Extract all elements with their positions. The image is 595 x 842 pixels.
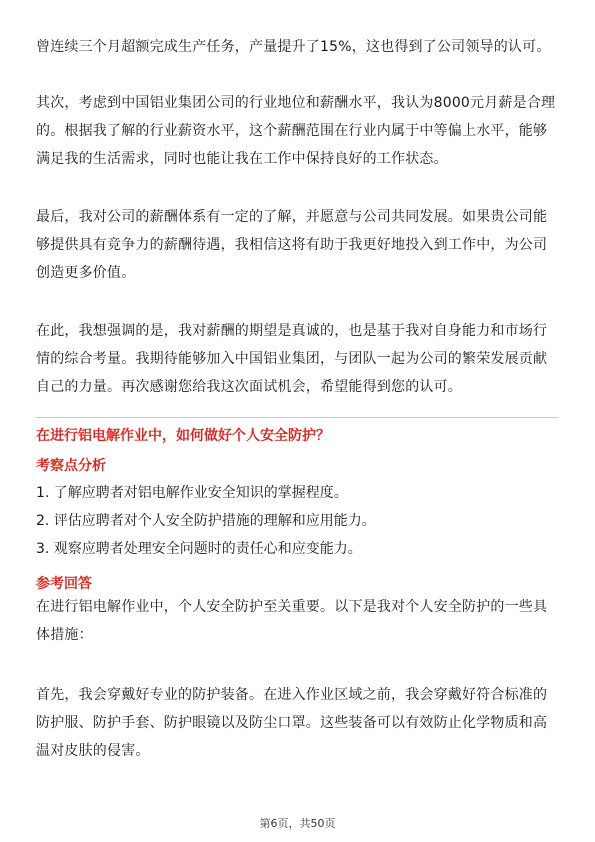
paragraph-salary-reasoning: [36, 89, 561, 173]
paragraph-closing-statement: [36, 317, 561, 401]
text-line: 够提供具有竞争力的薪酬待遇，我相信这将有助于我更好地投入到工作中，为公司: [36, 237, 548, 253]
text-line: 其次，考虑到中国铝业集团公司的行业地位和薪酬水平，我认为8000元月薪是合理: [36, 95, 556, 111]
text-line: 体措施：: [36, 627, 93, 643]
text-line: 温对皮肤的侵害。: [36, 743, 150, 759]
answer-intro-paragraph: [36, 593, 561, 649]
paragraph-previous-experience: [36, 33, 561, 61]
text-line: 在进行铝电解作业中，个人安全防护至关重要。以下是我对个人安全防护的一些具: [36, 599, 548, 615]
text-line: 自己的力量。再次感谢您给我这次面试机会，希望能得到您的认可。: [36, 379, 462, 395]
answer-heading: 参考回答: [36, 576, 92, 592]
section-divider: [36, 417, 559, 418]
analysis-item: 3. 观察应聘者处理安全问题时的责任心和应变能力。: [36, 541, 362, 557]
analysis-item: 2. 评估应聘者对个人安全防护措施的理解和应用能力。: [36, 513, 376, 529]
text-line: 创造更多价值。: [36, 265, 136, 281]
analysis-heading: 考察点分析: [36, 458, 106, 474]
page-number-footer: 第6页，共50页: [259, 817, 336, 830]
answer-protective-gear-paragraph: [36, 681, 561, 765]
question-heading: 在进行铝电解作业中，如何做好个人安全防护？: [36, 428, 330, 444]
text-line: 情的综合考量。我期待能够加入中国铝业集团，与团队一起为公司的繁荣发展贡献: [36, 351, 548, 367]
paragraph-company-development: [36, 203, 561, 287]
text-line: 防护服、防护手套、防护眼镜以及防尘口罩。这些装备可以有效防止化学物质和高: [36, 715, 548, 731]
text-line: 满足我的生活需求，同时也能让我在工作中保持良好的工作状态。: [36, 151, 448, 167]
text-line: 最后，我对公司的薪酬体系有一定的了解，并愿意与公司共同发展。如果贵公司能: [36, 209, 548, 225]
text-line: 在此，我想强调的是，我对薪酬的期望是真诚的，也是基于我对自身能力和市场行: [36, 323, 548, 339]
text-line: 首先，我会穿戴好专业的防护装备。在进入作业区域之前，我会穿戴好符合标准的: [36, 687, 548, 703]
analysis-item: 1. 了解应聘者对铝电解作业安全知识的掌握程度。: [36, 485, 348, 501]
text-line: 曾连续三个月超额完成生产任务，产量提升了15%，这也得到了公司领导的认可。: [36, 39, 551, 55]
text-line: 的。根据我了解的行业薪资水平，这个薪酬范围在行业内属于中等偏上水平，能够: [36, 123, 548, 139]
